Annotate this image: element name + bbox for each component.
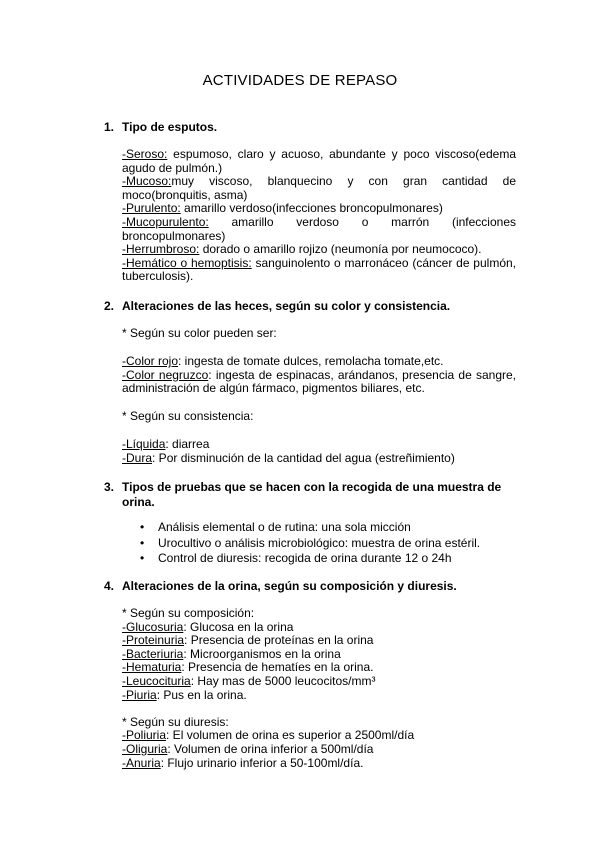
definition: : ingesta de espinacas, arándanos, presencia de sangre, administración de algún fármaco, pigmentos biliares, etc. <box>122 367 516 396</box>
definition: : Pus en la orina. <box>156 687 247 702</box>
list-item <box>122 369 516 396</box>
section-4-heading <box>104 579 516 594</box>
list-item: • Control de diuresis: recogida de orina durante 12 o 24h <box>140 551 520 567</box>
section-title: Alteraciones de las heces, según su color y consistencia. <box>122 299 451 313</box>
section-1-heading <box>104 120 516 135</box>
section-title: Tipo de esputos. <box>122 120 218 134</box>
term: -Oliguria <box>122 741 168 756</box>
stool-color-list <box>122 355 516 396</box>
list-item <box>122 757 516 771</box>
urine-tests-list <box>140 520 520 567</box>
list-item <box>122 689 516 703</box>
spacer <box>122 702 516 716</box>
definition: sanguinolento o marronáceo (cáncer de pulmón, tuberculosis). <box>122 255 516 284</box>
list-item <box>122 634 516 648</box>
definition: : Glucosa en la orina <box>183 619 294 634</box>
term: -Poliuria <box>122 728 167 743</box>
list-item <box>122 175 516 202</box>
diuresis-intro: * Según su diuresis: <box>122 714 229 729</box>
term: -Hemático o hemoptisis: <box>122 255 252 270</box>
list-item <box>122 257 516 284</box>
term: -Leucocituria <box>122 673 191 688</box>
term: -Bacteriuria <box>122 646 184 661</box>
definition: : Presencia de hematíes en la orina. <box>181 660 374 675</box>
stool-color-intro: * Según su color pueden ser: <box>122 326 277 340</box>
definition: dorado o amarillo rojizo (neumonía por neumococo). <box>199 242 482 257</box>
term: -Mucoso: <box>122 174 172 189</box>
list-item <box>122 648 516 662</box>
stool-consistency-intro: * Según su consistencia: <box>122 409 254 423</box>
list-item <box>122 675 516 689</box>
definition: : El volumen de orina es superior a 2500ml/día <box>166 728 415 743</box>
term: -Purulento: <box>122 201 181 216</box>
definition: : Hay mas de 5000 leucocitos/mm³ <box>190 673 376 688</box>
definition: muy viscoso, blanquecino y con gran cantidad de moco(bronquitis, asma) <box>122 174 516 202</box>
list-item <box>122 216 516 243</box>
term: -Color rojo <box>122 354 179 368</box>
section-title: Alteraciones de la orina, según su composición y diuresis. <box>122 579 457 593</box>
list-item <box>122 621 516 635</box>
list-item <box>122 438 516 452</box>
definition: : diarrea <box>165 437 210 451</box>
definition: amarillo verdoso o marrón (infecciones broncopulmonares) <box>122 214 516 243</box>
section-title: Tipos de pruebas que se hacen con la recogida de una muestra de orina. <box>122 480 502 509</box>
list-item <box>122 243 516 257</box>
definition: espumoso, claro y acuoso, abundante y poco viscoso(edema agudo de pulmón.) <box>122 147 516 175</box>
list-item <box>122 743 516 757</box>
term: -Herrumbroso: <box>122 242 200 257</box>
section-number: 3. <box>104 480 115 494</box>
list-item: • Urocultivo o análisis microbiológico: muestra de orina estéril. <box>140 536 520 552</box>
stool-consistency-list <box>122 438 516 465</box>
definition: : Presencia de proteínas en la orina <box>184 633 374 648</box>
list-item <box>122 452 516 466</box>
term: -Mucopurulento: <box>122 214 209 229</box>
term: -Dura <box>122 450 153 465</box>
list-item: • Análisis elemental o de rutina: una sola micción <box>140 520 520 536</box>
definition: : Por disminución de la cantidad del agua (estreñimiento) <box>152 450 455 465</box>
list-item <box>122 729 516 743</box>
definition: : Flujo urinario inferior a 50-100ml/día. <box>160 755 364 770</box>
section-number: 4. <box>104 579 115 593</box>
definition: : Microorganismos en la orina <box>183 646 341 661</box>
section-number: 2. <box>104 299 115 313</box>
section-2-heading <box>104 299 516 314</box>
term: -Seroso: <box>122 147 168 161</box>
term: -Proteinuria <box>122 633 185 648</box>
definition: : Volumen de orina inferior a 500ml/día <box>167 741 374 756</box>
composition-intro: * Según su composición: <box>122 606 255 620</box>
section-number: 1. <box>104 120 115 134</box>
section-3-heading <box>104 480 516 510</box>
list-item <box>122 202 516 216</box>
term: -Glucosuria <box>122 619 184 634</box>
page-title: ACTIVIDADES DE REPASO <box>202 72 398 89</box>
list-item <box>122 355 516 369</box>
term: -Piuria <box>122 687 157 702</box>
term: -Líquida <box>122 437 166 451</box>
term: -Hematuria <box>122 660 182 675</box>
urine-composition-block <box>122 607 516 770</box>
list-item <box>122 148 516 175</box>
term: -Color negruzco <box>122 367 209 382</box>
definition: amarillo verdoso(infecciones broncopulmonares) <box>180 201 443 216</box>
term: -Anuria <box>122 755 161 770</box>
definition: : ingesta de tomate dulces, remolacha tomate,etc. <box>178 354 444 368</box>
sputum-list <box>122 148 516 284</box>
list-item <box>122 661 516 675</box>
